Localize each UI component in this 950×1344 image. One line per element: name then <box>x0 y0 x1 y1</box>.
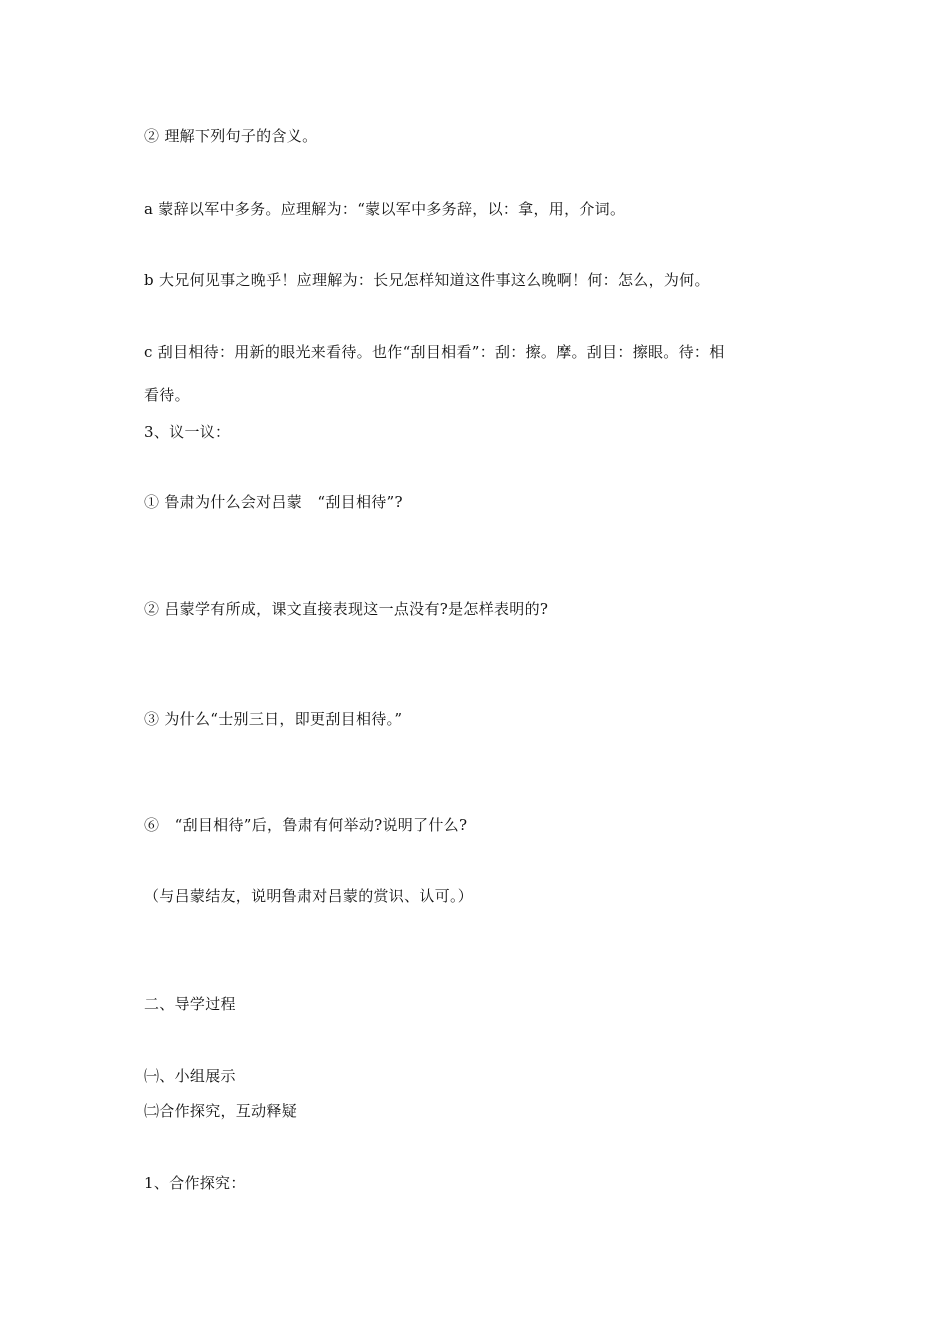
sentence-c-continued: 看待。 <box>144 386 190 404</box>
discuss-heading: 3、议一议： <box>144 423 231 441</box>
section-2-heading: 二、导学过程 <box>144 995 236 1013</box>
answer-note: （与吕蒙结友，说明鲁肃对吕蒙的赏识、认可。） <box>144 887 474 905</box>
cooperative-inquiry-item-1: 1、合作探究： <box>144 1174 246 1192</box>
discuss-question-1: ① 鲁肃为什么会对吕蒙 “刮目相待”? <box>144 493 403 511</box>
cooperative-inquiry-heading: ㈡合作探究，互动释疑 <box>144 1102 298 1120</box>
discuss-question-2: ② 吕蒙学有所成，课文直接表现这一点没有?是怎样表明的? <box>144 600 549 618</box>
discuss-question-6: ⑥ “刮目相待”后，鲁肃有何举动?说明了什么? <box>144 816 468 834</box>
group-display-heading: ㈠、小组展示 <box>144 1067 236 1085</box>
discuss-question-3: ③ 为什么“士别三日，即更刮目相待。” <box>144 710 403 728</box>
sentence-a: a 蒙辞以军中多务。应理解为：“蒙以军中多务辞，以：拿，用，介词。 <box>144 200 626 218</box>
question-2-heading: ② 理解下列句子的含义。 <box>144 127 318 145</box>
sentence-c: c 刮目相待：用新的眼光来看待。也作“刮目相看”：刮：擦。摩。刮目：擦眼。待：相 <box>144 343 725 361</box>
sentence-b: b 大兄何见事之晚乎！应理解为：长兄怎样知道这件事这么晚啊！何：怎么，为何。 <box>144 271 710 289</box>
